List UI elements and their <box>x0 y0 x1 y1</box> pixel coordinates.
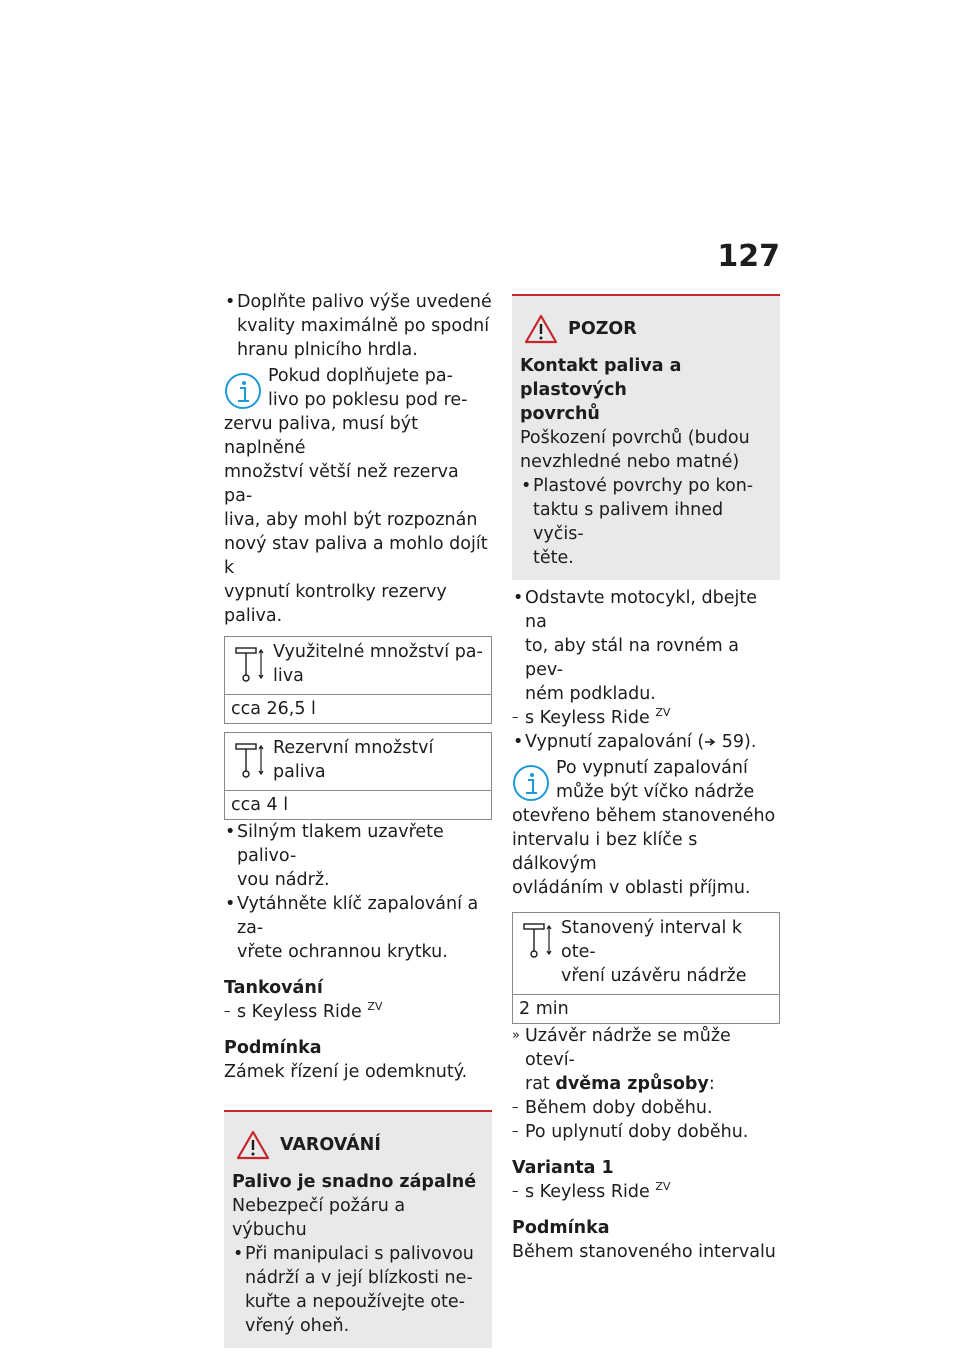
caution-box <box>512 294 780 580</box>
variant-item: – Během doby doběhu. <box>512 1096 780 1120</box>
page-number: 127 <box>717 239 780 274</box>
list-item: • Silným tlakem uzavřete palivo- vou nádrž. <box>224 820 492 892</box>
spec-table-reserve-fuel <box>224 732 492 820</box>
info-note: Po vypnutí zapalování může být víčko nádrže otevřeno během stanoveného intervalu i bez klíče s dálkovým ovládáním v oblasti příjmu. <box>512 758 776 898</box>
list-item: • Vytáhněte klíč zapalování a za- vřete ochrannou krytku. <box>224 892 492 964</box>
page-reference-arrow-icon[interactable] <box>704 737 716 747</box>
fuel-gauge-icon <box>235 741 265 779</box>
variant-item: – Po uplynutí doby doběhu. <box>512 1120 780 1144</box>
variant-item: – s Keyless Ride $^{ZV}$ <box>512 1180 780 1204</box>
condition-text: Zámek řízení je odemknutý. <box>224 1062 468 1082</box>
spec-value: cca 26,5 l <box>231 699 316 719</box>
right-column <box>512 294 780 1264</box>
variant-item: – s Keyless Ride $^{ZV}$ <box>224 1000 492 1024</box>
condition-heading: Podmínka <box>224 1038 322 1058</box>
info-icon <box>224 372 262 410</box>
section-heading: Tankování <box>224 978 323 998</box>
info-icon <box>512 764 550 802</box>
caution-subtitle: Kontakt paliva a plastových povrchů <box>520 356 682 424</box>
warning-box <box>224 1110 492 1348</box>
condition-heading: Podmínka <box>512 1218 610 1238</box>
section-heading: Varianta 1 <box>512 1158 614 1178</box>
result-item: » Uzávěr nádrže se může oteví- rat dvěma způsoby: <box>512 1024 780 1096</box>
spec-table-interval <box>512 912 780 1024</box>
list-item: • Při manipulaci s palivovou nádrží a v její blízkosti ne- kuřte a nepoužívejte ote- vřený oheň. <box>232 1242 484 1338</box>
spec-value: 2 min <box>519 999 569 1019</box>
caution-title: POZOR <box>568 319 637 339</box>
list-item: • Plastové povrchy po kon- taktu s palivem ihned vyčis- těte. <box>520 474 772 570</box>
list-item: • Doplňte palivo výše uvedené kvality maximálně po spodní hranu plnicího hrdla. <box>224 290 492 362</box>
warning-title: VAROVÁNÍ <box>280 1135 381 1155</box>
page-reference-link[interactable]: 59). <box>721 732 757 752</box>
list-item: • Odstavte motocykl, dbejte na to, aby stál na rovném a pev- ném podkladu. <box>512 586 780 706</box>
warning-subtitle: Palivo je snadno zápalné <box>232 1172 477 1192</box>
warning-triangle-icon <box>524 314 558 344</box>
spec-table-usable-fuel <box>224 636 492 724</box>
info-note: Pokud doplňujete pa- livo po poklesu pod re- zervu paliva, musí být naplněné množství větší než rezerva pa- liva, aby mohl být rozpoznán nový stav paliva a mohlo dojít k vypnutí kontrolky rezervy paliva. <box>224 366 488 626</box>
spec-value: cca 4 l <box>231 795 289 815</box>
spec-label: Stanovený interval k ote- vření uzávěru nádrže <box>561 918 747 986</box>
list-item: • Vypnutí zapalování ( 59). <box>512 730 780 754</box>
caution-text: Poškození povrchů (budou nevzhledné nebo matné) <box>520 428 750 472</box>
variant-item: – s Keyless Ride $^{ZV}$ <box>512 706 780 730</box>
condition-text: Během stanoveného intervalu <box>512 1242 776 1262</box>
left-column <box>224 290 492 1348</box>
warning-text: Nebezpečí požáru a výbuchu <box>232 1196 406 1240</box>
spec-label: Využitelné množství pa- liva <box>273 642 483 686</box>
spec-label: Rezervní množství paliva <box>273 738 434 782</box>
fuel-gauge-icon <box>523 921 553 959</box>
warning-triangle-icon <box>236 1130 270 1160</box>
fuel-gauge-icon <box>235 645 265 683</box>
